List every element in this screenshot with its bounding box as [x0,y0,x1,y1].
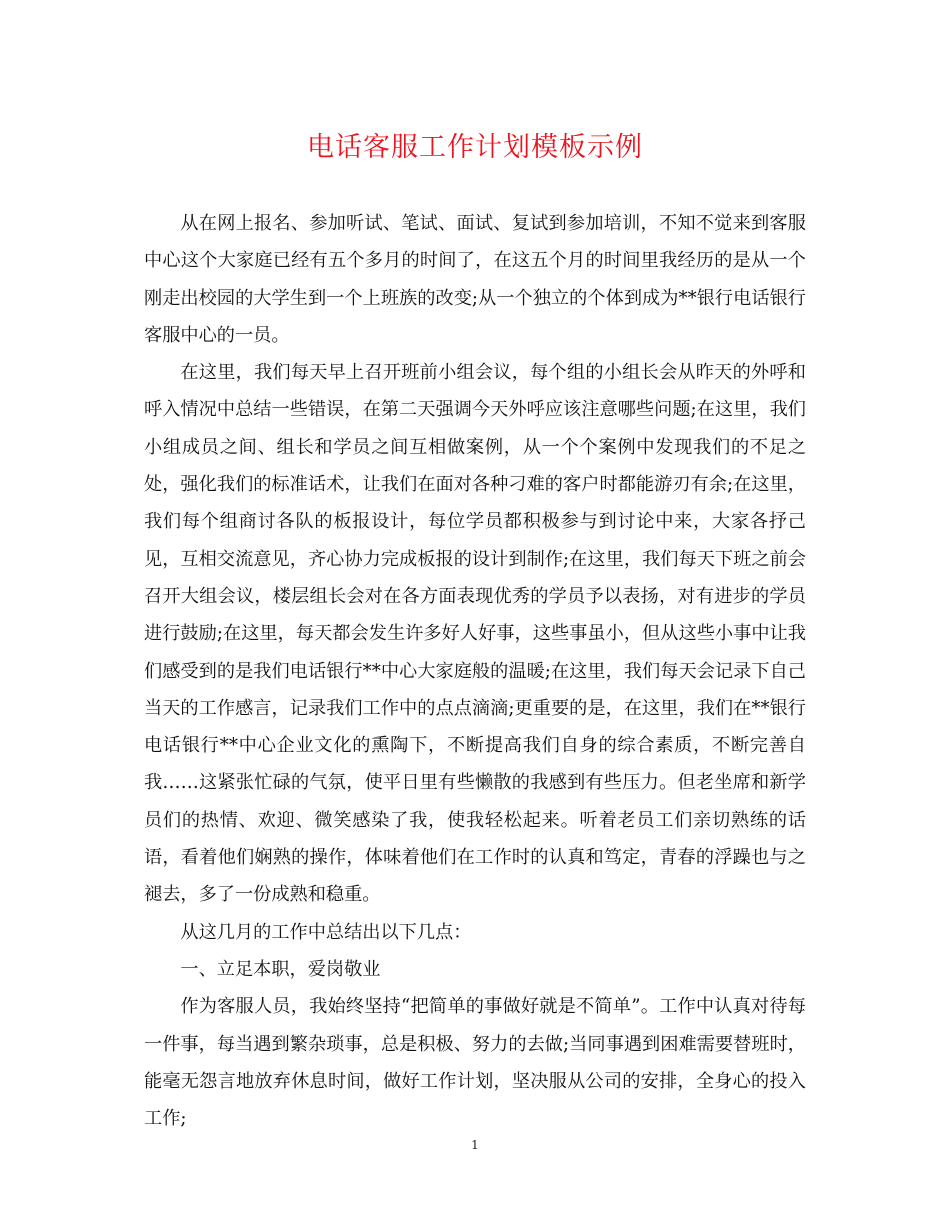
document-title: 电话客服工作计划模板示例 [307,132,643,163]
paragraph-summary-lead: 从这几月的工作中总结出以下几点： [180,921,472,943]
paragraph-daily-work: 在这里，我们每天早上召开班前小组会议，每个组的小组长会从昨天的外呼和呼入情况中总结一些错误，在第二天强调今天外呼应该注意哪些问题;在这里，我们小组成员之间、组长和学员之间互相做案例，从一个个案例中发现我们的不足之处，强化我们的标准话术，让我们在面对各种刁难的客户时都能游刃有余;在这里，我们每个组商讨各队的板报设计，每位学员都积极参与到讨论中来，大家各抒己见，互相交流意见，齐心协力完成板报的设计到制作;在这里，我们每天下班之前会召开大组会议，楼层组长会对在各方面表现优秀的学员予以表扬，对有进步的学员进行鼓励;在这里，每天都会发生许多好人好事，这些事虽小，但从这些小事中让我们感受到的是我们电话银行**中心大家庭般的温暖;在这里，我们每天会记录下自己当天的工作感言，记录我们工作中的点点滴滴;更重要的是，在这里，我们在**银行电话银行**中心企业文化的熏陶下，不断提高我们自身的综合素质，不断完善自我……这紧张忙碌的气氛，使平日里有些懒散的我感到有些压力。但老坐席和新学员们的热情、欢迎、微笑感染了我，使我轻松起来。听着老员工们亲切熟练的话语，看着他们娴熟的操作，体味着他们在工作时的认真和笃定，青春的浮躁也与之褪去，多了一份成熟和稳重。 [144,362,806,906]
paragraph-section-1: 作为客服人员，我始终坚持“把简单的事做好就是不简单”。工作中认真对待每一件事，每当遇到繁杂琐事，总是积极、努力的去做;当同事遇到困难需要替班时，能毫无怨言地放弃休息时间，做好工作计划，坚决服从公司的安排，全身心的投入工作; [144,996,806,1130]
paragraph-intro: 从在网上报名、参加听试、笔试、面试、复试到参加培训，不知不觉来到客服中心这个大家庭已经有五个多月的时间了，在这五个月的时间里我经历的是从一个刚走出校园的大学生到一个上班族的改变;从一个独立的个体到成为**银行电话银行客服中心的一员。 [144,213,806,346]
document-body [144,205,806,1137]
page-number: 1 [471,1138,479,1152]
section-heading-1: 一、立足本职，爱岗敬业 [180,958,381,980]
